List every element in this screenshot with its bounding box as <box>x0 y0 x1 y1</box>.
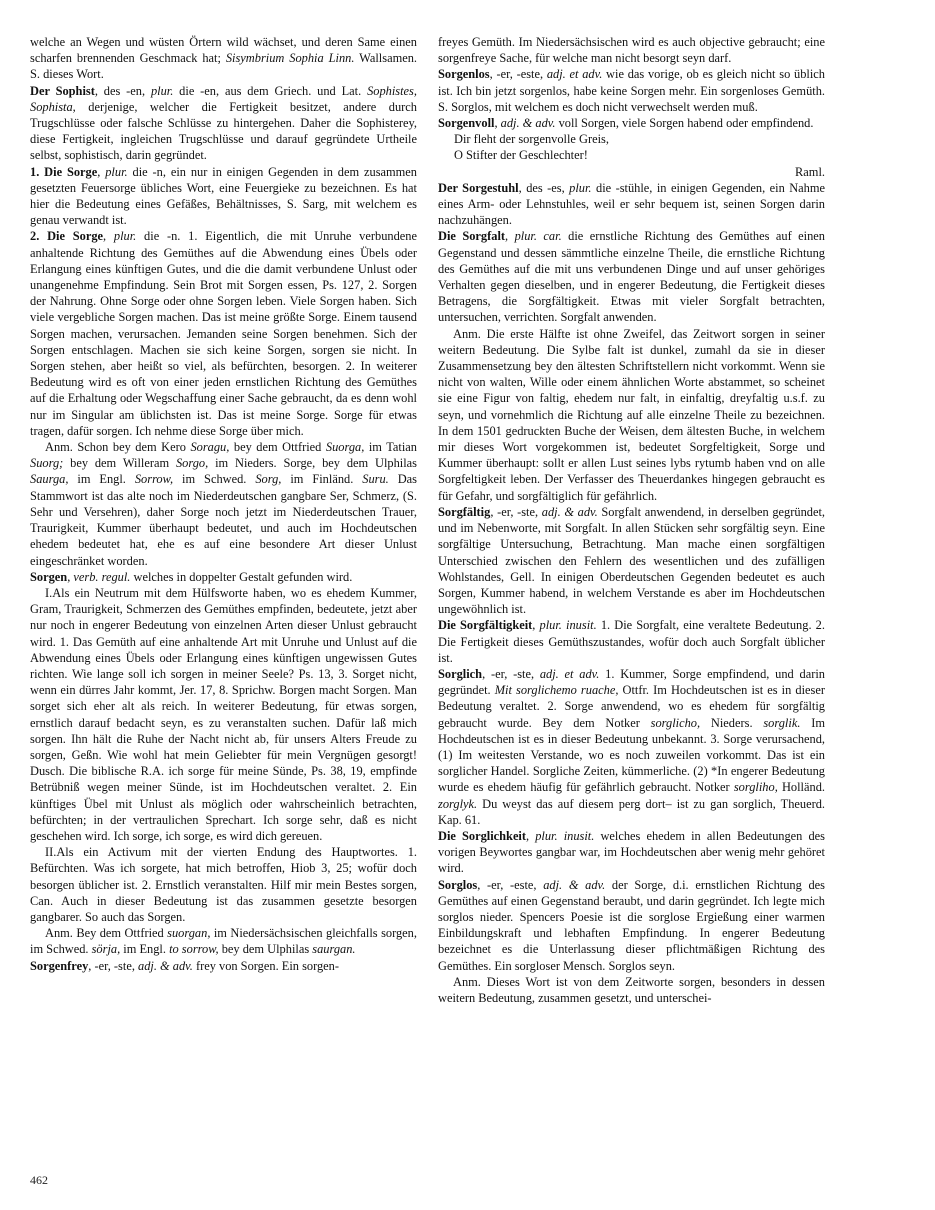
entry-paragraph: Sorgenvoll, adj. & adv. voll Sorgen, viele Sorgen habend oder empfindend. <box>438 116 814 131</box>
verse-citation: Raml. <box>795 164 825 179</box>
headword: Die Sorglichkeit <box>438 828 527 843</box>
entry-paragraph: Sorglos, -er, -este, adj. & adv. der Sorge, d.i. ernstlichen Richtung des Gemüthes auf einen Gegenstand beraubt, und darin gegründet. Ich legte mich sorglos nieder. Spencers Poesie ist die sorglose Ergießung einer warmen Einbildungskraft und lebhaften Empfindung. In engerer Bedeutung bezeichnet es die Unterlassung dieser pflichtmäßigen Richtung des Gemüthes. Ein sorgloser Mensch. Sorglos seyn. <box>438 877 825 973</box>
headword: Sorgenlos <box>438 67 490 82</box>
headword: Sorglos <box>438 877 478 892</box>
headword: Sorgenfrey <box>30 958 89 973</box>
entry-paragraph: 2. Die Sorge, plur. die -n. 1. Eigentlich, die mit Unruhe verbundene anhaltende Richtung des Gemüthes auf die Abwendung eines Übels oder Erlangung eines künftigen Gutes, und die die damit verbundene Unlust oder unangenehme Empfindung. Sein Brot mit Sorgen essen, Ps. 127, 2. Sorgen der Nahrung. Ohne Sorge oder ohne Sorgen leben. Viele Sorgen haben. Sich viele vergebliche Sorgen machen. Das ist meine größte Sorge. Einem tausend Sorgen machen, verursachen. Jemanden seine Sorgen benehmen. Sich der Sorgen entschlagen. Machen sie sich keine Sorgen, sorgen sie nicht. In Sorgen stehen, aber heißt so viel, als befürchten, besorgen. 2. In weiterer Bedeutung wird es oft von einer jeden ernstlichen Richtung des Gemüthes auf die Erhaltung oder Wegschaffung einer Sache gebraucht, da es denn wohl nur im Singular am üblichsten ist. Das ist meine Sorge. Sorge für etwas tragen, dafür sorgen. Ich nehme diese Sorge über mich. <box>30 229 417 438</box>
note-paragraph: Anm. Die erste Hälfte ist ohne Zweifel, das Zeitwort sorgen in seiner weitern Bedeutung. Die Sylbe falt ist dunkel, zumahl da sie in dieser Zusammensetzung bey den ältesten Schriftstellern nicht vorkommt. Wenn sie nicht von walten, Wille oder einem ähnlichen Worte abstammet, so scheinet sie eine Figur von faltig, ehedem nur falt, in einfaltig, dreyfaltig u.s.f. zu seyn, und vornehmlich die Richtung auf alle einzelne Theile zu bezeichnen. In dem 1501 gedruckten Buche der Weisen, dem ältesten Buche, in welchem mir dieses Wort vorgekommen ist, bedeutet Sorgfeltigkeit, Sorge und Kummer überhaupt: sollt er allen Lust seines lybs rytumb haben vnd on alle Sorgfeltigkeit leben. Der Verfasser des Theuerdankes hingegen gebraucht es für Gefahr, und sorgfältiglich für gefährlich. <box>438 326 825 503</box>
right-column <box>438 34 825 1174</box>
note-paragraph: Anm. Schon bey dem Kero Soragu, bey dem Ottfried Suorga, im Tatian Suorg; bey dem Willeram Sorgo, im Nieders. Sorge, bey dem Ulphilas Saurga, im Engl. Sorrow, im Schwed. Sorg, im Finländ. Suru. Das Stammwort ist das alte noch im Niederdeutschen gangbare Ser, Schmerz, (S. Sehr und Versehren), daher Sorge noch jetzt im Niederdeutschen Trauer, Traurigkeit, Kummer überhaupt bedeutet, und auch im Hochdeutschen ehedem bedeutet hat, ehe es auf eine besondere Art dieser Unlust eingeschränket worden. <box>30 440 417 568</box>
entry-paragraph: Der Sorgestuhl, des -es, plur. die -stühle, in einigen Gegenden, ein Nahme eines Arm- oder Lehnstuhles, weil er sehr bequem ist, seinen Sorgen darin nachzuhängen. <box>438 180 825 228</box>
headword: Die Sorgfalt <box>438 229 506 244</box>
headword: Sorgfältig <box>438 504 491 519</box>
entry-paragraph: Sorgenfrey, -er, -ste, adj. & adv. frey von Sorgen. Ein sorgen- <box>30 958 339 973</box>
note-paragraph: I.Als ein Neutrum mit dem Hülfsworte haben, wo es ehedem Kummer, Gram, Traurigkeit, Schmerzen des Gemüthes empfinden, bedeutete, jetzt aber nur noch in engerer Bedeutung von einzelnen Arten dieser Unlust gebraucht wird. 1. Das Gemüth auf eine anhaltende Art mit Unruhe und Unlust auf die Abwendung eines Übels oder Erlangung eines künftigen ungewissen Gutes richten. Wie lange soll ich sorgen in meiner Seele? Ps. 13, 3. Sorget nicht, wenn ein dürres Jahr kommt, Jer. 17, 8. Sprichw. Borgen macht Sorgen. Man sorget sich eher alt als reich. In weiterer Bedeutung, für etwas sorgen, ernstlich darauf bedacht seyn, es zu veranstalten suchen. Dafür laß mich sorgen. Ihn hält die Ruhe der Nacht nicht ab, für unsers Alters Freude zu sorgen, Geßn. Wie wohl hat mein Geliebter für mein Vergnügen gesorgt! Dusch. Die biblische R.A. ich sorge für meine Sünde, Ps. 38, 19, empfinde Betrübniß wegen meiner Sünde, ist im Hochdeutschen veraltet. 2. Ein künftiges Übel mit Unlust als möglich oder wahrscheinlich betrachten, befürchten; in der vertraulichen Sprechart. Ich sorge sehr, daß es nicht geschehen wird. Ich sorge, ich sorge, es wird dich gereuen. <box>30 585 417 843</box>
entry-paragraph: Die Sorgfalt, plur. car. die ernstliche Richtung des Gemüthes auf einen Gegenstand und dessen sämmtliche einzelne Theile, die ernstliche Richtung des Gemüthes auf die mit uns verbundenen Dinge und auf unser gehöriges Verhalten gegen dieselben, und in engerer Bedeutung, die Fertigkeit dieses Betragens, die Sorgfältigkeit. Etwas mit vieler Sorgfalt betrachten, untersuchen, verrichten. Sorgfalt anwenden. <box>438 229 825 325</box>
headword: Der Sophist <box>30 83 95 98</box>
entry-paragraph: Sorgen, verb. regul. welches in doppelter Gestalt gefunden wird. <box>30 569 353 584</box>
headword: Sorglich <box>438 666 483 681</box>
page-number: 462 <box>30 1173 48 1187</box>
entry-paragraph: Die Sorglichkeit, plur. inusit. welches ehedem in allen Bedeutungen des vorigen Beywortes gangbar war, im Hochdeutschen aber wenig mehr gehöret wird. <box>438 828 825 876</box>
headword: Der Sorgestuhl <box>438 180 519 195</box>
headword: 2. Die Sorge <box>30 229 104 244</box>
note-paragraph: Anm. Dieses Wort ist von dem Zeitworte sorgen, besonders in dessen weitern Bedeutung, zusammen gesetzt, und unterschei- <box>438 974 825 1005</box>
entry-paragraph: Sorgenlos, -er, -este, adj. et adv. wie das vorige, ob es gleich nicht so üblich ist. Ich bin jetzt sorgenlos, habe keine Sorgen mehr. Ein sorgenloses Gemüth. S. Sorglos, mit welchem es doch nicht verwechselt werden muß. <box>438 67 825 114</box>
note-paragraph: II.Als ein Activum mit der vierten Endung des Hauptwortes. 1. Befürchten. Was ich sorgete, hat mich betroffen, Hiob 3, 25; wofür doch besorgen üblicher ist. 2. Ernstlich veranstalten. Hilf mir mein Bestes sorgen, Can. Auch in dieser Bedeutung ist das zusammen gesetzte besorgen gangbarer. So auch das Sorgen. <box>30 845 417 924</box>
headword: Sorgenvoll <box>438 116 495 131</box>
entry-paragraph: 1. Die Sorge, plur. die -n, ein nur in einigen Gegenden in dem zusammen gesetzten Feuersorge übliches Wort, eine Feuergieke zu bezeichnen. Es hat hier die Bedeutung eines Gefäßes, Behältnisses, S. Sarg, mit welchem es genau verwandt ist. <box>30 164 417 228</box>
entry-paragraph: Der Sophist, des -en, plur. die -en, aus dem Griech. und Lat. Sophistes, Sophista, derjenige, welcher die Fertigkeit besitzet, andere durch Trugschlüsse oder falsche Schlüsse zu hintergehen. Daher die Sophisterey, diese Fertigkeit, ingleichen Trugschlüsse und darauf gegründete Urtheile selbst, sophistisch, darin gegründet. <box>30 83 417 163</box>
headword: Die Sorgfältigkeit <box>438 618 533 633</box>
left-column <box>30 34 417 1174</box>
headword: Sorgen <box>30 569 68 584</box>
headword: 1. Die Sorge <box>30 164 98 179</box>
verse-line: O Stifter der Geschlechter! <box>454 148 588 163</box>
entry-paragraph: freyes Gemüth. Im Niedersächsischen wird es auch objective gebraucht; eine sorgenfreye Sache, für welche man nicht besorgt seyn darf. <box>438 35 825 66</box>
verse-line: Dir fleht der sorgenvolle Greis, <box>454 132 609 147</box>
entry-paragraph: Sorgfältig, -er, -ste, adj. & adv. Sorgfalt anwendend, in derselben gegründet, und im Nebenworte, mit Sorgfalt. In allen Stücken sehr sorgfältig seyn. Eine sorgfältige Untersuchung, Betrachtung. Man mache einen sorgfältigen Unterschied zwischen den Fehlern des wesentlichen und des zufälligen Wohlstandes, Gell. In einigen Oberdeutschen Gegenden bedeutet es auch Sorgen, Kummer habend, in welchem Verstande es aber im Hochdeutschen ungewöhnlich ist. <box>438 504 825 617</box>
entry-paragraph: Sorglich, -er, -ste, adj. et adv. 1. Kummer, Sorge empfindend, und darin gegründet. Mit sorglichemo ruache, Ottfr. Im Hochdeutschen ist es in dieser Bedeutung veraltet. 2. Sorge anwendend, wo es ehedem für sorgfältig gebraucht wurde. Bey dem Notker sorglicho, Nieders. sorglik. Im Hochdeutschen ist es in dieser Bedeutung unbekannt. 3. Sorge verursachend, (1) Im weitesten Verstande, wo es noch zuweilen vorkommt. Das ist ein sorglicher Handel. Sorgliche Zeiten, kümmerliche. (2) *In engerer Bedeutung wurde es ehedem häufig für gefährlich gebraucht. Notker sorgliho, Holländ. zorglyk. Du weyst das auf diesem perg dort– ist zu gan sorglich, Theuerd. Kap. 61. <box>438 666 825 827</box>
entry-paragraph: welche an Wegen und wüsten Örtern wild wächset, und deren Same einen scharfen brennenden Geschmack hat; Sisymbrium Sophia Linn. Wallsamen. S. dieses Wort. <box>30 35 417 82</box>
entry-paragraph: Die Sorgfältigkeit, plur. inusit. 1. Die Sorgfalt, eine veraltete Bedeutung. 2. Die Fertigkeit dieses Gemüthszustandes, wofür doch auch Sorgfalt üblicher ist. <box>438 618 825 665</box>
note-paragraph: Anm. Bey dem Ottfried suorgan, im Niedersächsischen gleichfalls sorgen, im Schwed. sörja, im Engl. to sorrow, bey dem Ulphilas saurgan. <box>30 926 417 957</box>
